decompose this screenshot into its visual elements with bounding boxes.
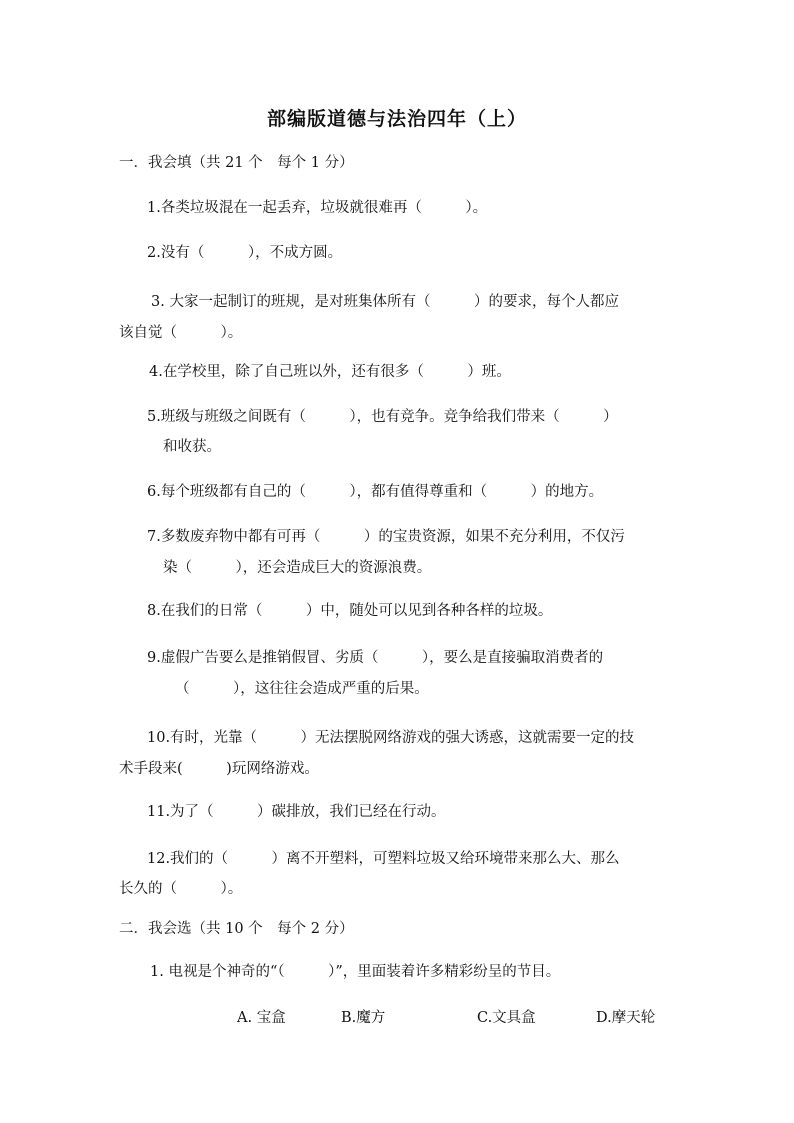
question-1-1: 1.各类垃圾混在一起丢弃，垃圾就很难再（ ）。 [147,200,488,216]
question-1-12-line-2: 长久的（ ）。 [119,881,243,897]
question-1-5-line-2: 和收获。 [163,439,221,455]
question-1-12-line-1: 12.我们的（ ）离不开塑料，可塑料垃圾又给环境带来那么大、那么 [147,851,620,867]
question-1-6: 6.每个班级都有自己的（ ），都有值得尊重和（ ）的地方。 [147,484,604,500]
question-1-9-line-1: 9.虚假广告要么是推销假冒、劣质（ ），要么是直接骗取消费者的 [147,650,604,666]
question-1-8: 8.在我们的日常（ ）中，随处可以见到各种各样的垃圾。 [147,603,553,619]
question-1-2: 2.没有（ ），不成方圆。 [147,245,343,261]
question-1-5-line-1: 5.班级与班级之间既有（ ），也有竞争。竞争给我们带来（ ） [147,409,618,425]
section-1-heading: 一．我会填（共 21 个 每个 1 分） [119,155,354,171]
page-title: 部编版道德与法治四年（上） [266,108,527,130]
question-1-10-line-1: 10.有时，光靠（ ）无法摆脱网络游戏的强大诱惑，这就需要一定的技 [147,730,635,746]
question-2-1: 1. 电视是个神奇的“（ ）”，里面装着许多精彩纷呈的节目。 [150,964,561,980]
question-1-11: 11.为了（ ）碳排放，我们已经在行动。 [147,804,446,820]
section-2-heading: 二．我会选（共 10 个 每个 2 分） [119,921,354,937]
option-c: C.文具盒 [477,1010,536,1026]
question-1-3-line-2: 该自觉（ ）。 [119,325,243,341]
question-1-10-line-2: 术手段来( )玩网络游戏。 [119,761,319,777]
question-1-3-line-1: 3. 大家一起制订的班规，是对班集体所有（ ）的要求，每个人都应 [151,294,619,310]
option-b: B.魔方 [341,1010,386,1026]
question-1-9-line-2: （ ），这往往会造成严重的后果。 [175,681,429,697]
question-1-4: 4.在学校里，除了自己班以外，还有很多（ ）班。 [149,364,511,380]
question-1-7-line-2: 染（ ），还会造成巨大的资源浪费。 [163,560,432,576]
option-a: A. 宝盒 [237,1010,286,1026]
question-1-7-line-1: 7.多数废弃物中都有可再（ ）的宝贵资源，如果不充分利用，不仅污 [147,529,625,545]
option-d: D.摩天轮 [596,1010,656,1026]
